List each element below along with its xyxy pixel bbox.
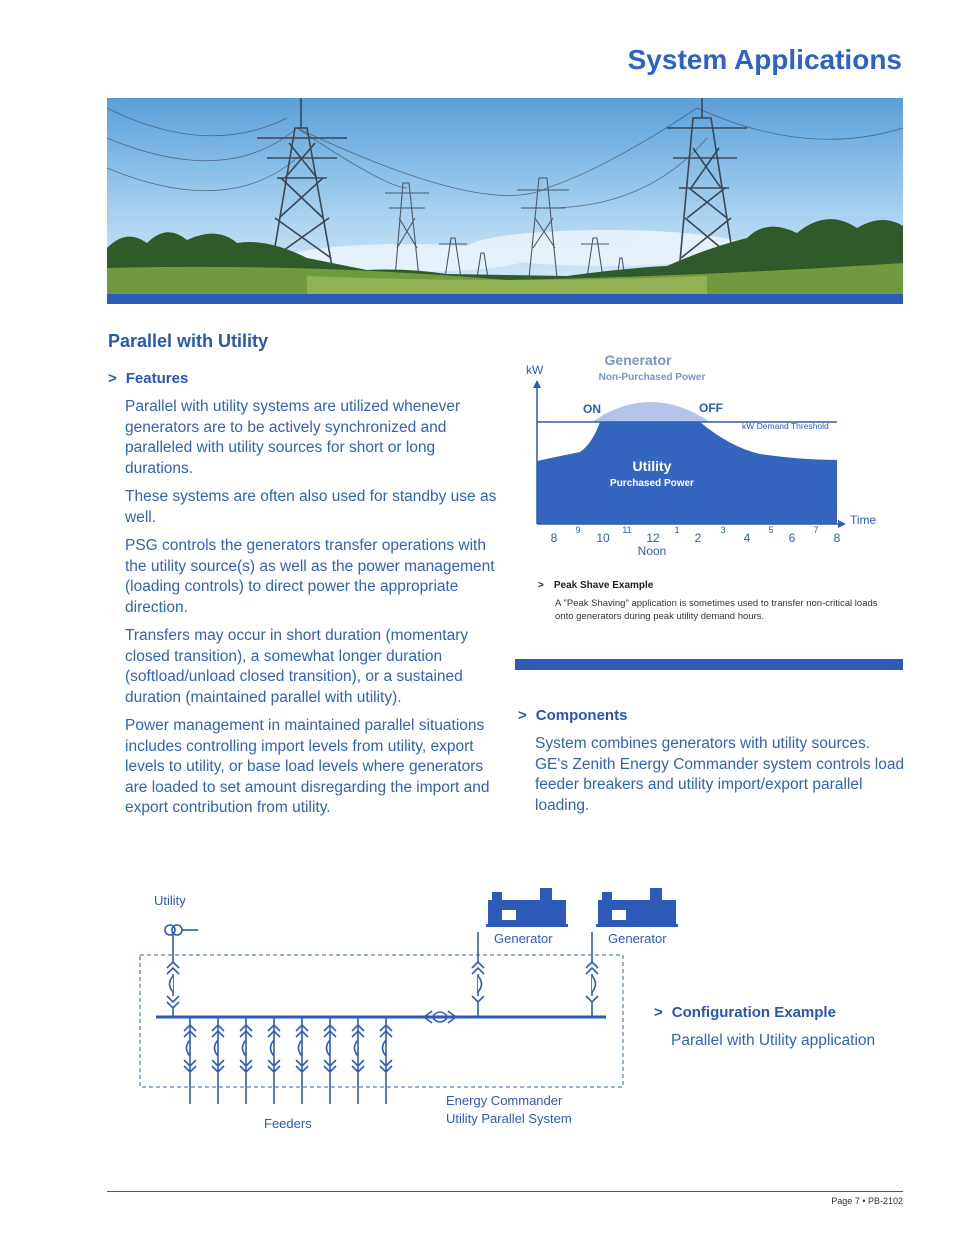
features-paragraph: These systems are often also used for standby use as well. [125,488,497,526]
x-tick-minor: 3 [720,525,726,535]
x-tick-major: 8 [833,531,841,545]
feeder-breaker-icon [268,1017,280,1104]
transformer-icon [172,925,182,935]
x-tick-minor: 1 [674,525,680,535]
system-label-line1: Energy Commander [446,1093,563,1108]
x-tick-minor: 7 [813,525,819,535]
hero-accent-bar [107,294,903,304]
utility-label: Utility [154,893,186,908]
feeder-breaker-icon [212,1017,224,1104]
components-body: System combines generators with utility sources. GE's Zenith Energy Commander system controls load feeder breakers and utility import/export parallel loading. [535,735,905,814]
configuration-diagram [130,880,667,1140]
breaker-icon [167,962,179,1008]
peak-shave-heading-label: Peak Shave Example [553,580,654,591]
divider-bar [515,659,903,670]
chevron-right-icon: > [518,707,527,724]
peak-shave-chart [520,352,904,562]
x-tick-minor: 11 [622,525,632,535]
generator-label: Generator [604,352,672,368]
x-axis-label: Time [850,513,877,527]
utility-area [537,422,837,524]
off-label: OFF [699,401,723,415]
y-axis-arrow [533,380,541,388]
hero-image [107,98,903,294]
footer-rule [107,1191,903,1192]
config-heading [654,1004,836,1021]
config-heading-label: Configuration Example [671,1004,836,1021]
x-tick-major: 10 [596,531,610,545]
generator-sublabel: Non-Purchased Power [598,372,706,383]
features-body [125,397,497,827]
chevron-right-icon: > [108,370,117,387]
page-number: Page 7 • PB-2102 [831,1196,903,1206]
feeder-breaker-icon [240,1017,252,1104]
peak-shave-body: A "Peak Shaving" application is sometimes used to transfer non-critical loads onto generators during peak utility demand hours. [555,598,878,622]
breaker-icon [472,962,484,1002]
utility-label: Utility [632,458,672,474]
x-tick-minor: 9 [575,525,581,535]
feeder-breaker-icon [296,1017,308,1104]
feeder-breaker-icon [352,1017,364,1104]
feeder-breaker-icon [184,1017,196,1104]
feeder-breaker-icon [324,1017,336,1104]
components-heading [518,707,627,724]
x-tick-major: 8 [550,531,558,545]
breaker-icon [586,962,598,1002]
x-axis-arrow [838,520,846,528]
components-heading-label: Components [535,707,628,724]
features-heading [108,370,188,387]
page-title: System Applications [627,44,902,75]
x-tick-major: 4 [743,531,751,545]
x-tick-major: 6 [788,531,796,545]
y-axis-label: kW [526,363,544,377]
config-body: Parallel with Utility application [671,1032,876,1049]
features-paragraph: Transfers may occur in short duration (momentary closed transition), a somewhat longer duration (softload/unload closed transition), or a sustained duration (maintained parallel with utility). [125,627,469,706]
section-title: Parallel with Utility [108,331,269,351]
on-label: ON [583,402,601,416]
generator-label: Generator [494,931,553,946]
features-paragraph: Power management in maintained parallel situations includes controlling import levels from utility, export levels to utility, or base load levels where generators are loaded to set amount disregarding the import and export contribution from utility. [125,717,490,816]
feeders-label: Feeders [264,1116,312,1131]
x-tick-major: 2 [694,531,702,545]
features-paragraph: PSG controls the generators transfer operations with the utility source(s) as well as the power management (loading controls) to direct power the appropriate direction. [125,537,495,616]
x-tick-minor: 5 [768,525,774,535]
features-paragraph: Parallel with utility systems are utilized whenever generators are to be actively synchronized and paralleled with utility sources for short or long durations. [125,398,461,477]
generator-icon [486,888,568,927]
generator-icon [596,888,678,927]
feeder-breaker-icon [380,1017,392,1104]
x-tick-major: 12 [646,531,660,545]
chevron-right-icon: > [654,1004,663,1021]
peak-shave-heading [538,580,653,591]
threshold-label: kW Demand Threshold [742,421,829,431]
generator-area [592,402,710,422]
chevron-right-icon: > [538,580,544,591]
power-lines-illustration [107,98,903,294]
system-label-line2: Utility Parallel System [446,1111,572,1126]
noon-label: Noon [637,544,667,558]
generator-label: Generator [608,931,667,946]
utility-sublabel: Purchased Power [610,478,694,489]
features-heading-label: Features [125,370,189,387]
